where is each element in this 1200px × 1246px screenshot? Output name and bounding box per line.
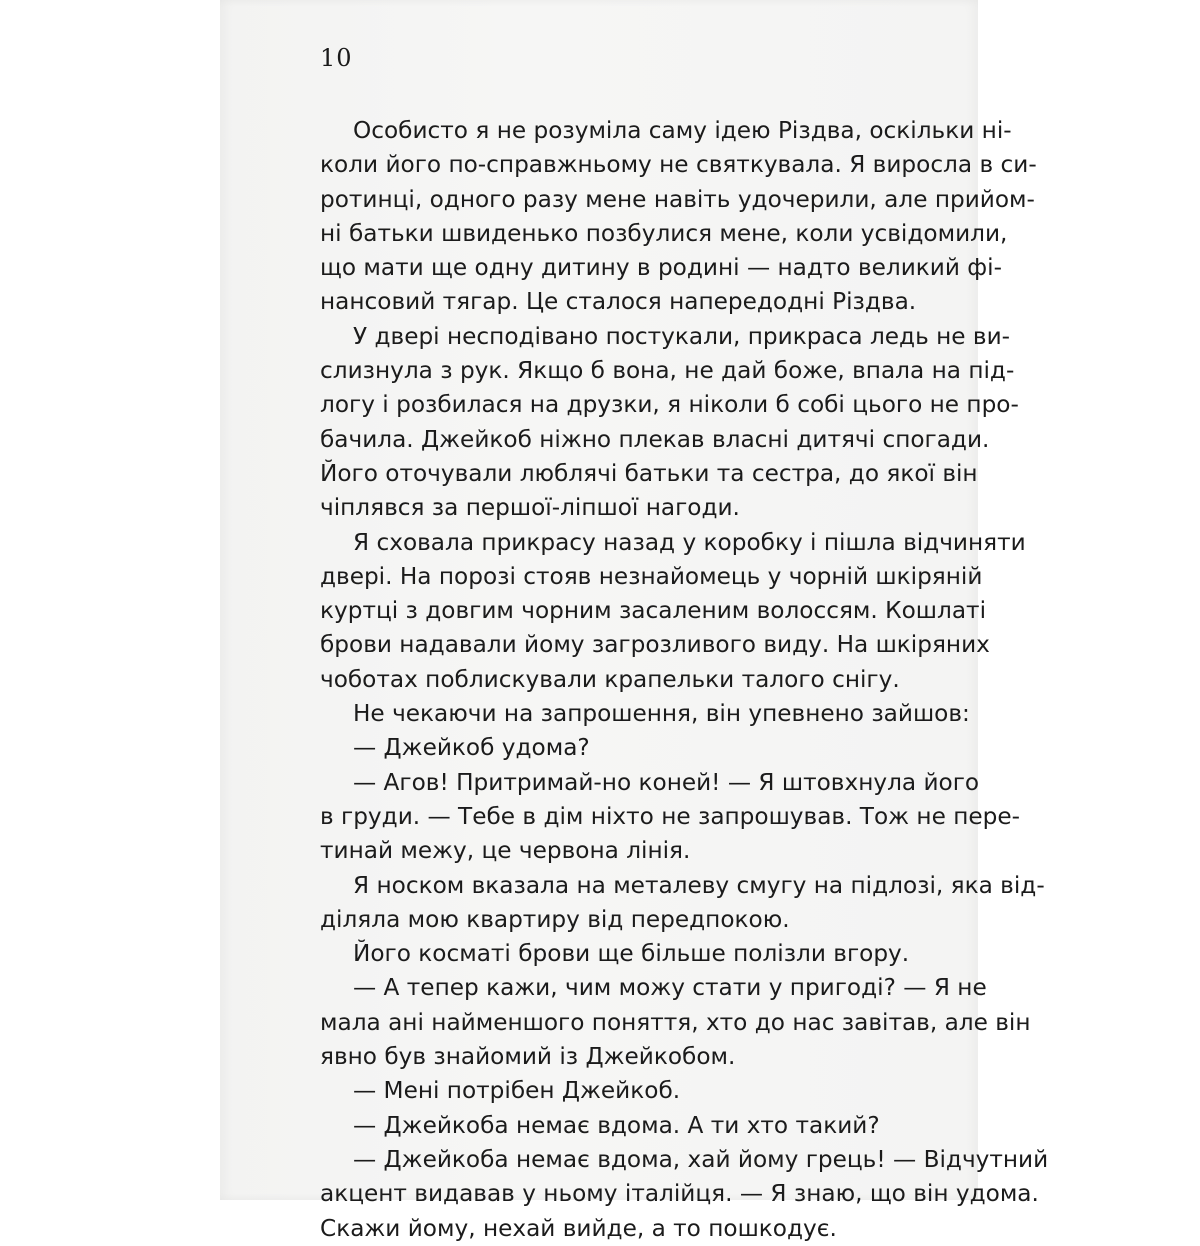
text-line: Я сховала прикрасу назад у коробку і пішла відчиняти — [353, 528, 1026, 556]
text-line: ротинці, одного разу мене навіть удочерили, але прийом- — [320, 185, 1035, 213]
text-line: чоботах поблискували крапельки талого снігу. — [320, 665, 900, 693]
text-line: — Джейкоба немає вдома. А ти хто такий? — [353, 1111, 880, 1139]
text-line: — Мені потрібен Джейкоб. — [353, 1077, 681, 1105]
text-line: мала ані найменшого поняття, хто до нас завітав, але він — [320, 1008, 1031, 1036]
text-line: діляла мою квартиру від передпокою. — [320, 905, 790, 933]
text-line: Не чекаючи на запрошення, він упевнено зайшов: — [353, 700, 970, 728]
body-text — [320, 114, 1049, 1246]
text-line: — А тепер кажи, чим можу стати у пригоді? — Я не — [353, 974, 987, 1002]
text-line: тинай межу, це червона лінія. — [320, 837, 691, 865]
text-line: куртці з довгим чорним засаленим волоссям. Кошлаті — [320, 597, 987, 625]
text-line: Я носком вказала на металеву смугу на підлозі, яка від- — [353, 871, 1045, 899]
text-line: слизнула з рук. Якщо б вона, не дай боже, впала на під- — [320, 357, 1015, 385]
text-line: чіплявся за першої-ліпшої нагоди. — [320, 494, 740, 522]
text-line: що мати ще одну дитину в родині — надто великий фі- — [320, 254, 1002, 282]
text-line: Його косматі брови ще більше полізли вгору. — [353, 940, 910, 968]
text-line: У двері несподівано постукали, прикраса ледь не ви- — [353, 322, 1011, 350]
text-line: ні батьки швиденько позбулися мене, коли усвідомили, — [320, 219, 1008, 247]
text-line: бачила. Джейкоб ніжно плекав власні дитячі спогади. — [320, 425, 990, 453]
text-line: логу і розбилася на друзки, я ніколи б собі цього не про- — [320, 391, 1019, 419]
text-line: двері. На порозі стояв незнайомець у чорній шкіряній — [320, 562, 983, 590]
text-line: — Джейкоба немає вдома, хай йому грець! — Відчутний — [353, 1145, 1049, 1173]
text-line: — Джейкоб удома? — [353, 734, 590, 762]
text-line: Особисто я не розуміла саму ідею Різдва, оскільки ні- — [353, 117, 1012, 144]
text-line: в груди. — Тебе в дім ніхто не запрошував. Тож не пере- — [320, 802, 1020, 830]
text-line: брови надавали йому загрозливого виду. На шкіряних — [320, 631, 990, 659]
text-line: акцент видавав у ньому італійця. — Я знаю, що він удома. — [320, 1180, 1039, 1208]
text-line: коли його по-справжньому не святкувала. Я виросла в си- — [320, 151, 1037, 179]
text-line: — Агов! Притримай-но коней! — Я штовхнула його — [353, 768, 980, 796]
text-line: Його оточували люблячі батьки та сестра, до якої він — [320, 459, 978, 487]
text-line: явно був знайомий із Джейкобом. — [320, 1043, 736, 1071]
text-line: нансовий тягар. Це сталося напередодні Різдва. — [320, 288, 917, 316]
page-number: 10 — [320, 44, 353, 72]
text-line: Скажи йому, нехай вийде, а то пошкодує. — [320, 1214, 837, 1242]
